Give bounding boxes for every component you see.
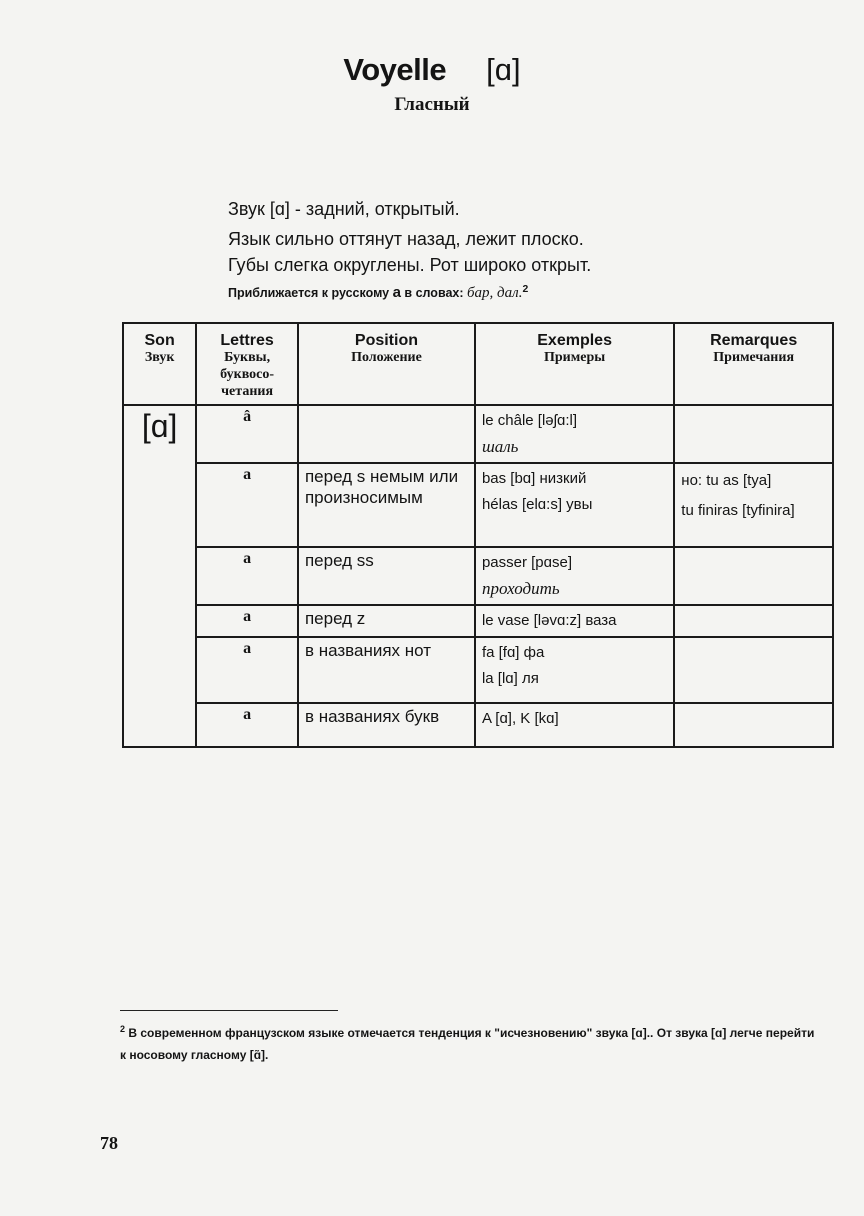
example-line: le châle [ləʃɑ:l] xyxy=(481,412,577,429)
header-position-ru: Положение xyxy=(351,350,422,365)
header-son-ru: Звук xyxy=(144,350,175,365)
table-row xyxy=(123,703,833,747)
remarks-cell xyxy=(674,605,833,637)
page-subtitle: Гласный xyxy=(394,94,470,115)
header-son-fr: Son xyxy=(144,332,175,349)
table-header-row xyxy=(123,323,833,405)
header-lettres-fr: Lettres xyxy=(220,332,274,349)
header-lettres xyxy=(196,323,298,405)
page-title xyxy=(0,52,864,88)
footnote-text: В современном французском языке отмечается тенденция к "исчезновению" звука [ɑ].. От звука [ɑ] легче перейти к носовому гласному [ɑ̃]. xyxy=(120,1026,815,1062)
intro-line-4-letter: а xyxy=(392,284,401,302)
remarks-cell xyxy=(674,405,833,463)
position-cell: перед s немым или произносимым xyxy=(298,463,475,547)
table-row xyxy=(123,637,833,703)
position-cell: в названиях букв xyxy=(298,703,475,747)
title-phonetic-symbol: [ɑ] xyxy=(486,52,521,87)
page-number: 78 xyxy=(100,1133,118,1153)
example-line: A [ɑ], K [kɑ] xyxy=(481,710,559,727)
example-line: hélas [elɑ:s] увы xyxy=(481,496,593,513)
table-row xyxy=(123,405,833,463)
example-line: passer [pɑse] xyxy=(481,554,572,571)
header-exemples-ru: Примеры xyxy=(544,350,606,365)
example-line: la [lɑ] ля xyxy=(481,670,539,687)
title-word: Voyelle xyxy=(343,52,447,87)
examples-cell xyxy=(475,605,674,637)
intro-line-4-words: бар, дал. xyxy=(467,285,523,302)
letter-cell: a xyxy=(196,703,298,747)
examples-cell xyxy=(475,703,674,747)
table-row xyxy=(123,463,833,547)
header-exemples-fr: Exemples xyxy=(537,332,612,349)
intro-line-2: Язык сильно оттянут назад, лежит плоско. xyxy=(228,229,584,249)
example-line: le vase [ləvɑ:z] ваза xyxy=(481,612,617,629)
table-row xyxy=(123,547,833,605)
footnote-marker: 2 xyxy=(120,1024,126,1034)
example-line: шаль xyxy=(481,437,519,456)
remarks-cell xyxy=(674,637,833,703)
intro-line-4-mid: в словах: xyxy=(404,286,464,301)
header-exemples xyxy=(475,323,674,405)
remarks-cell xyxy=(674,463,833,547)
sound-cell: [ɑ] xyxy=(123,405,196,747)
letter-cell: a xyxy=(196,605,298,637)
intro-line-4 xyxy=(228,280,748,303)
intro-line-4-prefix: Приближается к русскому xyxy=(228,286,390,301)
position-cell: перед ss xyxy=(298,547,475,605)
header-remarques-ru: Примечания xyxy=(713,350,795,365)
example-line: fa [fɑ] фа xyxy=(481,644,545,661)
intro-line-3: Губы слегка округлены. Рот широко открыт. xyxy=(228,255,592,275)
letter-cell: a xyxy=(196,637,298,703)
remark-line: tu finiras [tyfinira] xyxy=(681,502,795,519)
footnote-reference: 2 xyxy=(522,284,529,295)
header-remarques-fr: Remarques xyxy=(710,332,798,349)
header-remarques xyxy=(674,323,833,405)
footnote xyxy=(120,1018,820,1066)
remarks-cell xyxy=(674,547,833,605)
pronunciation-table xyxy=(122,322,834,748)
remark-line: но: tu as [tya] xyxy=(681,472,772,489)
position-cell: в названиях нот xyxy=(298,637,475,703)
example-line: bas [bɑ] низкий xyxy=(481,470,587,487)
position-cell: перед z xyxy=(298,605,475,637)
letter-cell: a xyxy=(196,463,298,547)
header-position xyxy=(298,323,475,405)
remarks-cell xyxy=(674,703,833,747)
header-position-fr: Position xyxy=(354,332,418,349)
examples-cell xyxy=(475,547,674,605)
intro-description xyxy=(228,196,748,303)
examples-cell xyxy=(475,637,674,703)
header-lettres-ru: Буквы, буквосо-четания xyxy=(220,350,275,399)
examples-cell xyxy=(475,463,674,547)
header-son xyxy=(123,323,196,405)
example-line: проходить xyxy=(481,579,560,598)
letter-cell: â xyxy=(196,405,298,463)
intro-line-1: Звук [ɑ] - задний, открытый. xyxy=(228,199,460,219)
letter-cell: a xyxy=(196,547,298,605)
table-row xyxy=(123,605,833,637)
examples-cell xyxy=(475,405,674,463)
position-cell xyxy=(298,405,475,463)
footnote-divider xyxy=(120,1010,338,1011)
